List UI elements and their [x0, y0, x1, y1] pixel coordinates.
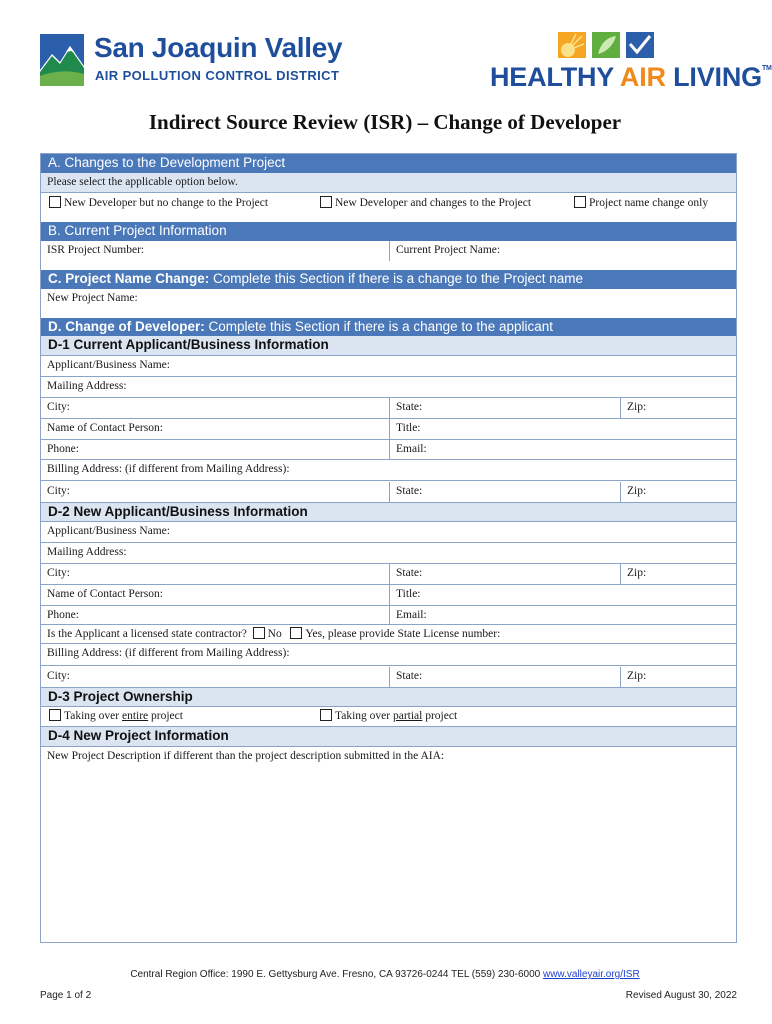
- d1-title-field[interactable]: Title:: [389, 419, 421, 439]
- footer-office-text: Central Region Office: 1990 E. Gettysburg Ave. Fresno, CA 93726-0244 TEL (559) 230-6000: [130, 969, 543, 980]
- option-entire-project[interactable]: [43, 707, 183, 726]
- d3-header: D-3 Project Ownership: [41, 687, 736, 706]
- mountain-logo-icon: [38, 32, 86, 88]
- checkbox-new-developer-no-change[interactable]: [49, 196, 61, 208]
- partial-post: project: [422, 710, 458, 722]
- section-d-header: [41, 318, 736, 336]
- district-subtitle: AIR POLLUTION CONTROL DISTRICT: [95, 68, 340, 83]
- section-a-instruction: Please select the applicable option below.: [47, 176, 238, 188]
- d2-business-row: [41, 521, 736, 542]
- revised-date: Revised August 30, 2022: [625, 990, 737, 1001]
- hal-word-healthy: HEALTHY: [490, 62, 620, 92]
- d1-billing-state-field[interactable]: State:: [389, 482, 620, 503]
- footer-isr-link[interactable]: www.valleyair.org/ISR: [542, 969, 640, 980]
- d2-contractor-row: [41, 624, 736, 643]
- d2-billing-address-field[interactable]: Billing Address: (if different from Mailing Address):: [47, 647, 290, 659]
- healthy-air-living-text: [490, 62, 772, 93]
- option-partial-project[interactable]: [314, 707, 457, 726]
- page-number: Page 1 of 2: [40, 990, 92, 1001]
- d1-phone-field[interactable]: Phone:: [47, 443, 79, 455]
- sjv-logo: [38, 32, 343, 94]
- d1-billing-city-field[interactable]: City:: [47, 485, 71, 497]
- d2-business-name-field[interactable]: Applicant/Business Name:: [47, 525, 170, 537]
- checkbox-project-name-change[interactable]: [574, 196, 586, 208]
- d2-email-field[interactable]: Email:: [389, 606, 427, 624]
- contractor-no-label: No: [267, 628, 282, 640]
- d2-billing-row: [41, 643, 736, 665]
- entire-word: entire: [121, 710, 149, 722]
- d1-phone-row: [41, 439, 736, 459]
- d1-zip-field[interactable]: Zip:: [620, 398, 646, 418]
- checkbox-contractor-no[interactable]: [253, 627, 265, 639]
- d2-state-field[interactable]: State:: [389, 564, 620, 584]
- option-project-name-change[interactable]: [568, 194, 708, 214]
- sun-leaf-check-icon: [558, 30, 658, 60]
- checkbox-new-developer-changes[interactable]: [320, 196, 332, 208]
- d2-mailing-address-field[interactable]: Mailing Address:: [47, 546, 127, 558]
- hal-word-living: LIVING: [665, 62, 762, 92]
- d1-city-field[interactable]: City:: [47, 401, 71, 413]
- d1-mailing-row: [41, 376, 736, 397]
- entire-pre: Taking over: [64, 710, 122, 722]
- section-d-description: Complete this Section if there is a change to the applicant: [204, 319, 553, 334]
- option-new-developer-changes-label: New Developer and changes to the Project: [335, 197, 532, 209]
- section-a-options-row: [41, 192, 736, 213]
- section-c-description: Complete this Section if there is a change to the Project name: [209, 271, 583, 286]
- new-project-name-field[interactable]: New Project Name:: [47, 292, 138, 304]
- d1-business-row: [41, 355, 736, 376]
- d2-contact-row: [41, 584, 736, 605]
- d2-contractor-question: [41, 625, 500, 643]
- d2-contact-person-field[interactable]: Name of Contact Person:: [47, 588, 163, 600]
- d2-city-field[interactable]: City:: [47, 567, 71, 579]
- district-name: San Joaquin Valley: [94, 32, 343, 63]
- section-a-header: A. Changes to the Development Project: [41, 154, 736, 173]
- option-project-name-change-label: Project name change only: [589, 197, 709, 209]
- checkbox-partial-project[interactable]: [320, 709, 332, 721]
- partial-word: partial: [392, 710, 423, 722]
- d3-ownership-row: [41, 706, 736, 726]
- d2-phone-field[interactable]: Phone:: [47, 609, 79, 621]
- section-c-row: [41, 289, 736, 309]
- d1-business-name-field[interactable]: Applicant/Business Name:: [47, 359, 170, 371]
- d2-billing-zip-field[interactable]: Zip:: [620, 667, 646, 688]
- d2-city-row: [41, 563, 736, 584]
- hal-trademark: TM: [761, 65, 772, 72]
- checkbox-entire-project[interactable]: [49, 709, 61, 721]
- d2-title-field[interactable]: Title:: [389, 585, 421, 605]
- d2-header: D-2 New Applicant/Business Information: [41, 502, 736, 521]
- footer-office: [0, 969, 770, 980]
- d1-billing-row: [41, 459, 736, 480]
- d2-mailing-row: [41, 542, 736, 563]
- isr-form: [40, 153, 737, 943]
- d2-billing-city-field[interactable]: City:: [47, 670, 71, 682]
- section-c-title: C. Project Name Change:: [48, 271, 210, 286]
- section-d-title: D. Change of Developer:: [48, 319, 205, 334]
- d1-billing-address-field[interactable]: Billing Address: (if different from Mailing Address):: [47, 463, 290, 475]
- document-title: Indirect Source Review (ISR) – Change of Developer: [148, 110, 622, 134]
- d1-contact-row: [41, 418, 736, 439]
- section-b-header: B. Current Project Information: [41, 222, 736, 241]
- option-new-developer-changes[interactable]: [314, 194, 531, 214]
- option-new-developer-no-change-label: New Developer but no change to the Project: [64, 197, 269, 209]
- d1-state-field[interactable]: State:: [389, 398, 620, 418]
- section-b-row: [41, 241, 736, 261]
- d4-header: D-4 New Project Information: [41, 726, 736, 746]
- contractor-yes-label: Yes, please provide State License number:: [305, 628, 501, 640]
- d2-billing-state-field[interactable]: State:: [389, 667, 620, 688]
- d4-description-area[interactable]: [41, 746, 736, 942]
- d4-description-label: New Project Description if different than the project description submitted in the AIA:: [47, 750, 445, 762]
- d2-phone-row: [41, 605, 736, 624]
- d1-billing-city-row: [41, 480, 736, 502]
- section-c-header: [41, 270, 736, 289]
- d1-city-row: [41, 397, 736, 418]
- partial-pre: Taking over: [335, 710, 393, 722]
- d2-contractor-question-label: Is the Applicant a licensed state contractor?: [47, 628, 247, 640]
- d1-mailing-address-field[interactable]: Mailing Address:: [47, 380, 127, 392]
- current-project-name-field[interactable]: Current Project Name:: [389, 241, 500, 261]
- d1-contact-person-field[interactable]: Name of Contact Person:: [47, 422, 163, 434]
- d1-email-field[interactable]: Email:: [389, 440, 427, 459]
- section-a-instruction-row: [41, 173, 736, 192]
- healthy-air-living-logo: [488, 30, 772, 94]
- checkbox-contractor-yes[interactable]: [290, 627, 302, 639]
- d1-header: D-1 Current Applicant/Business Information: [41, 336, 736, 355]
- option-new-developer-no-change[interactable]: [43, 194, 268, 214]
- entire-post: project: [148, 710, 183, 722]
- d2-zip-field[interactable]: Zip:: [620, 564, 646, 584]
- hal-word-air: AIR: [619, 62, 666, 92]
- d2-billing-city-row: [41, 665, 736, 687]
- isr-project-number-field[interactable]: ISR Project Number:: [47, 244, 145, 256]
- d1-billing-zip-field[interactable]: Zip:: [620, 482, 646, 503]
